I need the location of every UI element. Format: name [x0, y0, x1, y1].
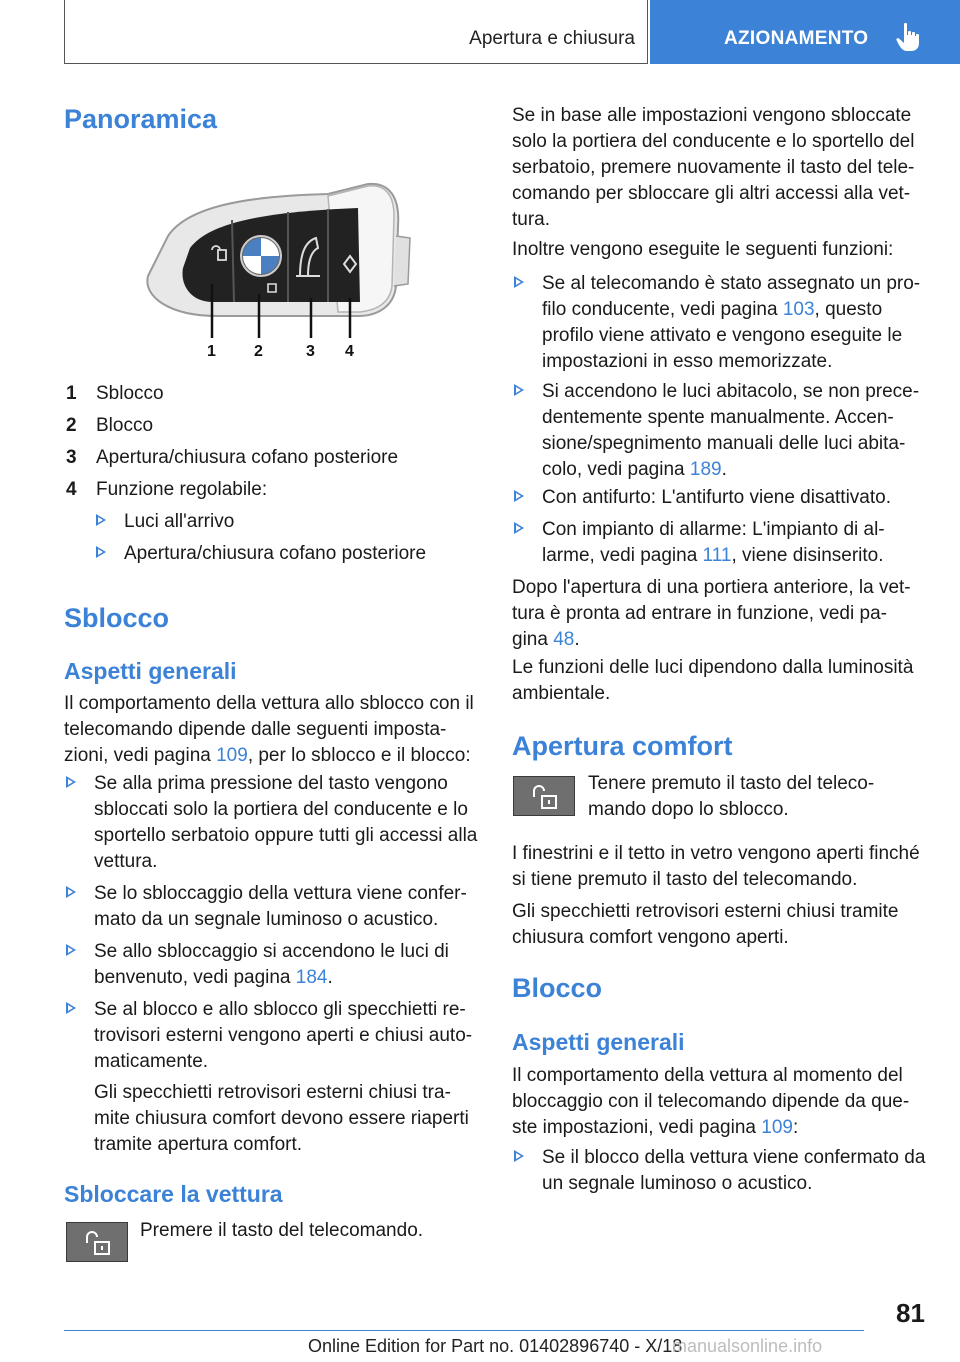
triangle-bullet-icon — [66, 776, 76, 788]
paragraph: Dopo l'apertura di una portiera anteriore, la vet‐ tura è pronta ad entrare in funzione, vedi pa‐ gina 48. — [512, 577, 911, 650]
triangle-bullet-icon — [514, 276, 524, 288]
heading-blocco: Blocco — [512, 973, 603, 1003]
header-chapter-label: AZIONAMENTO — [724, 28, 869, 49]
comfort-instructions: Tenere premuto il tasto del teleco‐ mando dopo lo sblocco. — [588, 773, 875, 820]
page-link[interactable]: 111 — [702, 545, 732, 566]
paragraph: Gli specchietti retrovisori esterni chiusi tramite chiusura comfort vengono aperti. — [512, 901, 899, 948]
intro-paragraph: Il comportamento della vettura allo sblocco con il telecomando dipende dalle seguenti imposta‐ zioni, vedi pagina 109, per lo sblocco e il blocco: — [64, 693, 474, 766]
figure-label: 2 — [254, 343, 263, 360]
footer-divider — [64, 1330, 864, 1331]
triangle-bullet-icon — [514, 490, 524, 502]
page-link[interactable]: 103 — [782, 299, 815, 320]
heading-aspetti-generali-2: Aspetti generali — [512, 1029, 685, 1055]
key-fob-illustration — [128, 176, 418, 366]
heading-sbloccare-la-vettura: Sbloccare la vettura — [64, 1181, 283, 1207]
header-section-box — [64, 0, 648, 64]
unlock-icon — [531, 783, 559, 811]
figure-label: 1 — [207, 343, 216, 360]
paragraph: Inoltre vengono eseguite le seguenti funzioni: — [512, 239, 894, 260]
paragraph: Le funzioni delle luci dipendono dalla luminosità ambientale. — [512, 657, 914, 704]
heading-aspetti-generali: Aspetti generali — [64, 658, 237, 684]
page-link[interactable]: 189 — [689, 459, 722, 480]
heading-sblocco: Sblocco — [64, 603, 170, 633]
edition-text: Online Edition for Part no. 01402896740 - X/18 — [308, 1336, 683, 1356]
watermark-text: manualsonline.info — [672, 1336, 823, 1356]
bullet-continuation: Gli specchietti retrovisori esterni chiusi tra‐ mite chiusura comfort devono essere riaperti tramite apertura comfort. — [94, 1082, 469, 1155]
triangle-bullet-icon — [96, 514, 106, 526]
unlock-icon — [84, 1229, 112, 1257]
page-link[interactable]: 48 — [553, 629, 575, 650]
unlock-button-symbol — [513, 776, 575, 816]
heading-apertura-comfort: Apertura comfort — [512, 731, 733, 761]
triangle-bullet-icon — [96, 546, 106, 558]
sbloccare-text: Premere il tasto del telecomando. — [140, 1220, 424, 1241]
triangle-bullet-icon — [66, 944, 76, 956]
page-link[interactable]: 109 — [216, 745, 248, 766]
paragraph: Se in base alle impostazioni vengono sbloccate solo la portiera del conducente e lo sportello del serbatoio, premere nuovamente il tasto del tele‐ comando per sbloccare gli altri accessi alla vet‐ tura. — [512, 105, 915, 230]
paragraph: Il comportamento della vettura al momento del bloccaggio con il telecomando dipende da que‐ ste impostazioni, vedi pagina 109: — [512, 1065, 910, 1138]
figure-label: 3 — [306, 343, 315, 360]
header-chapter-tab[interactable] — [650, 0, 960, 64]
heading-panoramica: Panoramica — [64, 104, 218, 134]
triangle-bullet-icon — [514, 522, 524, 534]
triangle-bullet-icon — [66, 1002, 76, 1014]
triangle-bullet-icon — [514, 1150, 524, 1162]
page-link[interactable]: 109 — [761, 1117, 793, 1138]
header-section-title: Apertura e chiusura — [469, 28, 635, 49]
paragraph: I finestrini e il tetto in vetro vengono aperti finché si tiene premuto il tasto del telecomando. — [512, 843, 920, 890]
page-link[interactable]: 184 — [295, 967, 328, 988]
hand-pointer-icon — [896, 22, 920, 52]
unlock-button-symbol — [66, 1222, 128, 1262]
triangle-bullet-icon — [66, 886, 76, 898]
page-number: 81 — [896, 1298, 925, 1328]
figure-label: 4 — [345, 343, 354, 360]
triangle-bullet-icon — [514, 384, 524, 396]
